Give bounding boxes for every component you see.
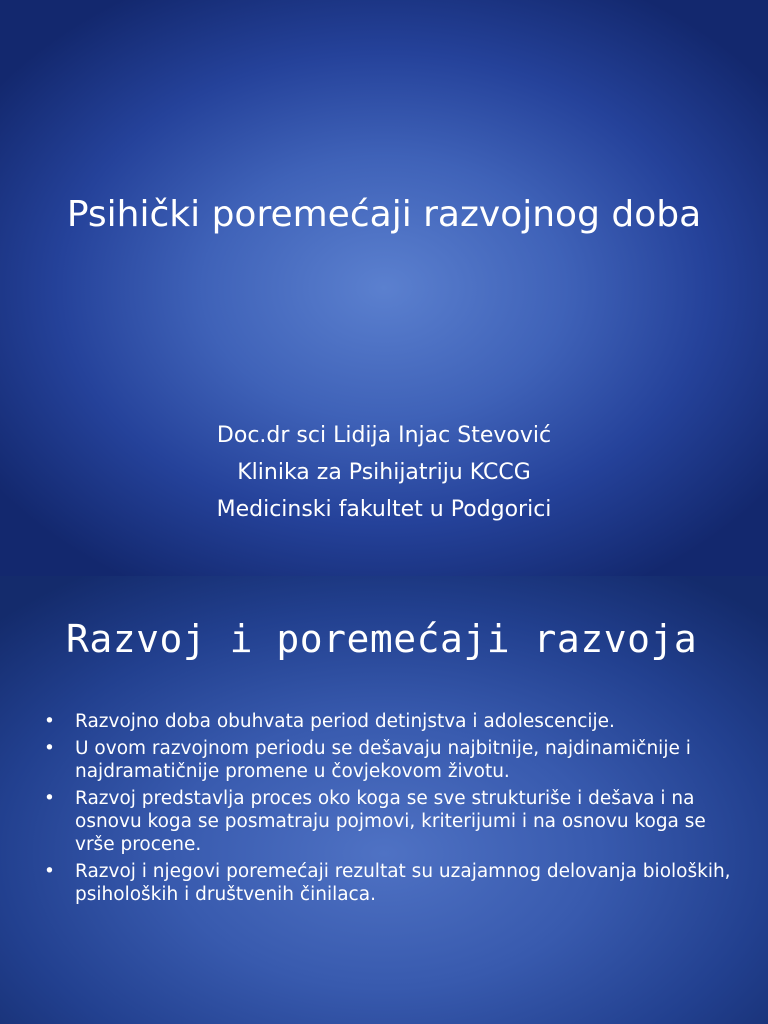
slide-content-heading: Razvoj i poremećaji razvoja xyxy=(66,617,698,661)
bullet-text: Razvoj predstavlja proces oko koga se sve strukturiše i dešava i na osnovu koga se posmatraju pojmovi, kriterijumi i na osnovu koga se vrše procene. xyxy=(75,788,706,855)
bullet-text: Razvojno doba obuhvata period detinjstva i adolescencije. xyxy=(75,711,615,732)
slide-title-heading: Psihički poremećaji razvojnog doba xyxy=(66,194,702,235)
list-item xyxy=(44,710,734,733)
slide-content xyxy=(0,576,768,1024)
bullet-icon: • xyxy=(44,861,55,882)
author-name: Doc.dr sci Lidija Injac Stevović xyxy=(216,423,552,448)
bullet-icon: • xyxy=(44,788,55,809)
list-item xyxy=(44,737,734,783)
author-block xyxy=(60,417,708,528)
list-item xyxy=(44,860,734,906)
list-item xyxy=(44,787,734,856)
bullet-icon: • xyxy=(44,738,55,759)
bullet-text: Razvoj i njegovi poremećaji rezultat su uzajamnog delovanja bioloških, psiholoških i društvenih činilaca. xyxy=(75,861,731,905)
bullet-text: U ovom razvojnom periodu se dešavaju najbitnije, najdinamičnije i najdramatičnije promene u čovjekovom životu. xyxy=(75,738,691,782)
bullet-icon: • xyxy=(44,711,55,732)
author-institution: Medicinski fakultet u Podgorici xyxy=(216,497,552,522)
bullet-list xyxy=(44,710,734,910)
author-affiliation: Klinika za Psihijatriju KCCG xyxy=(237,460,531,485)
